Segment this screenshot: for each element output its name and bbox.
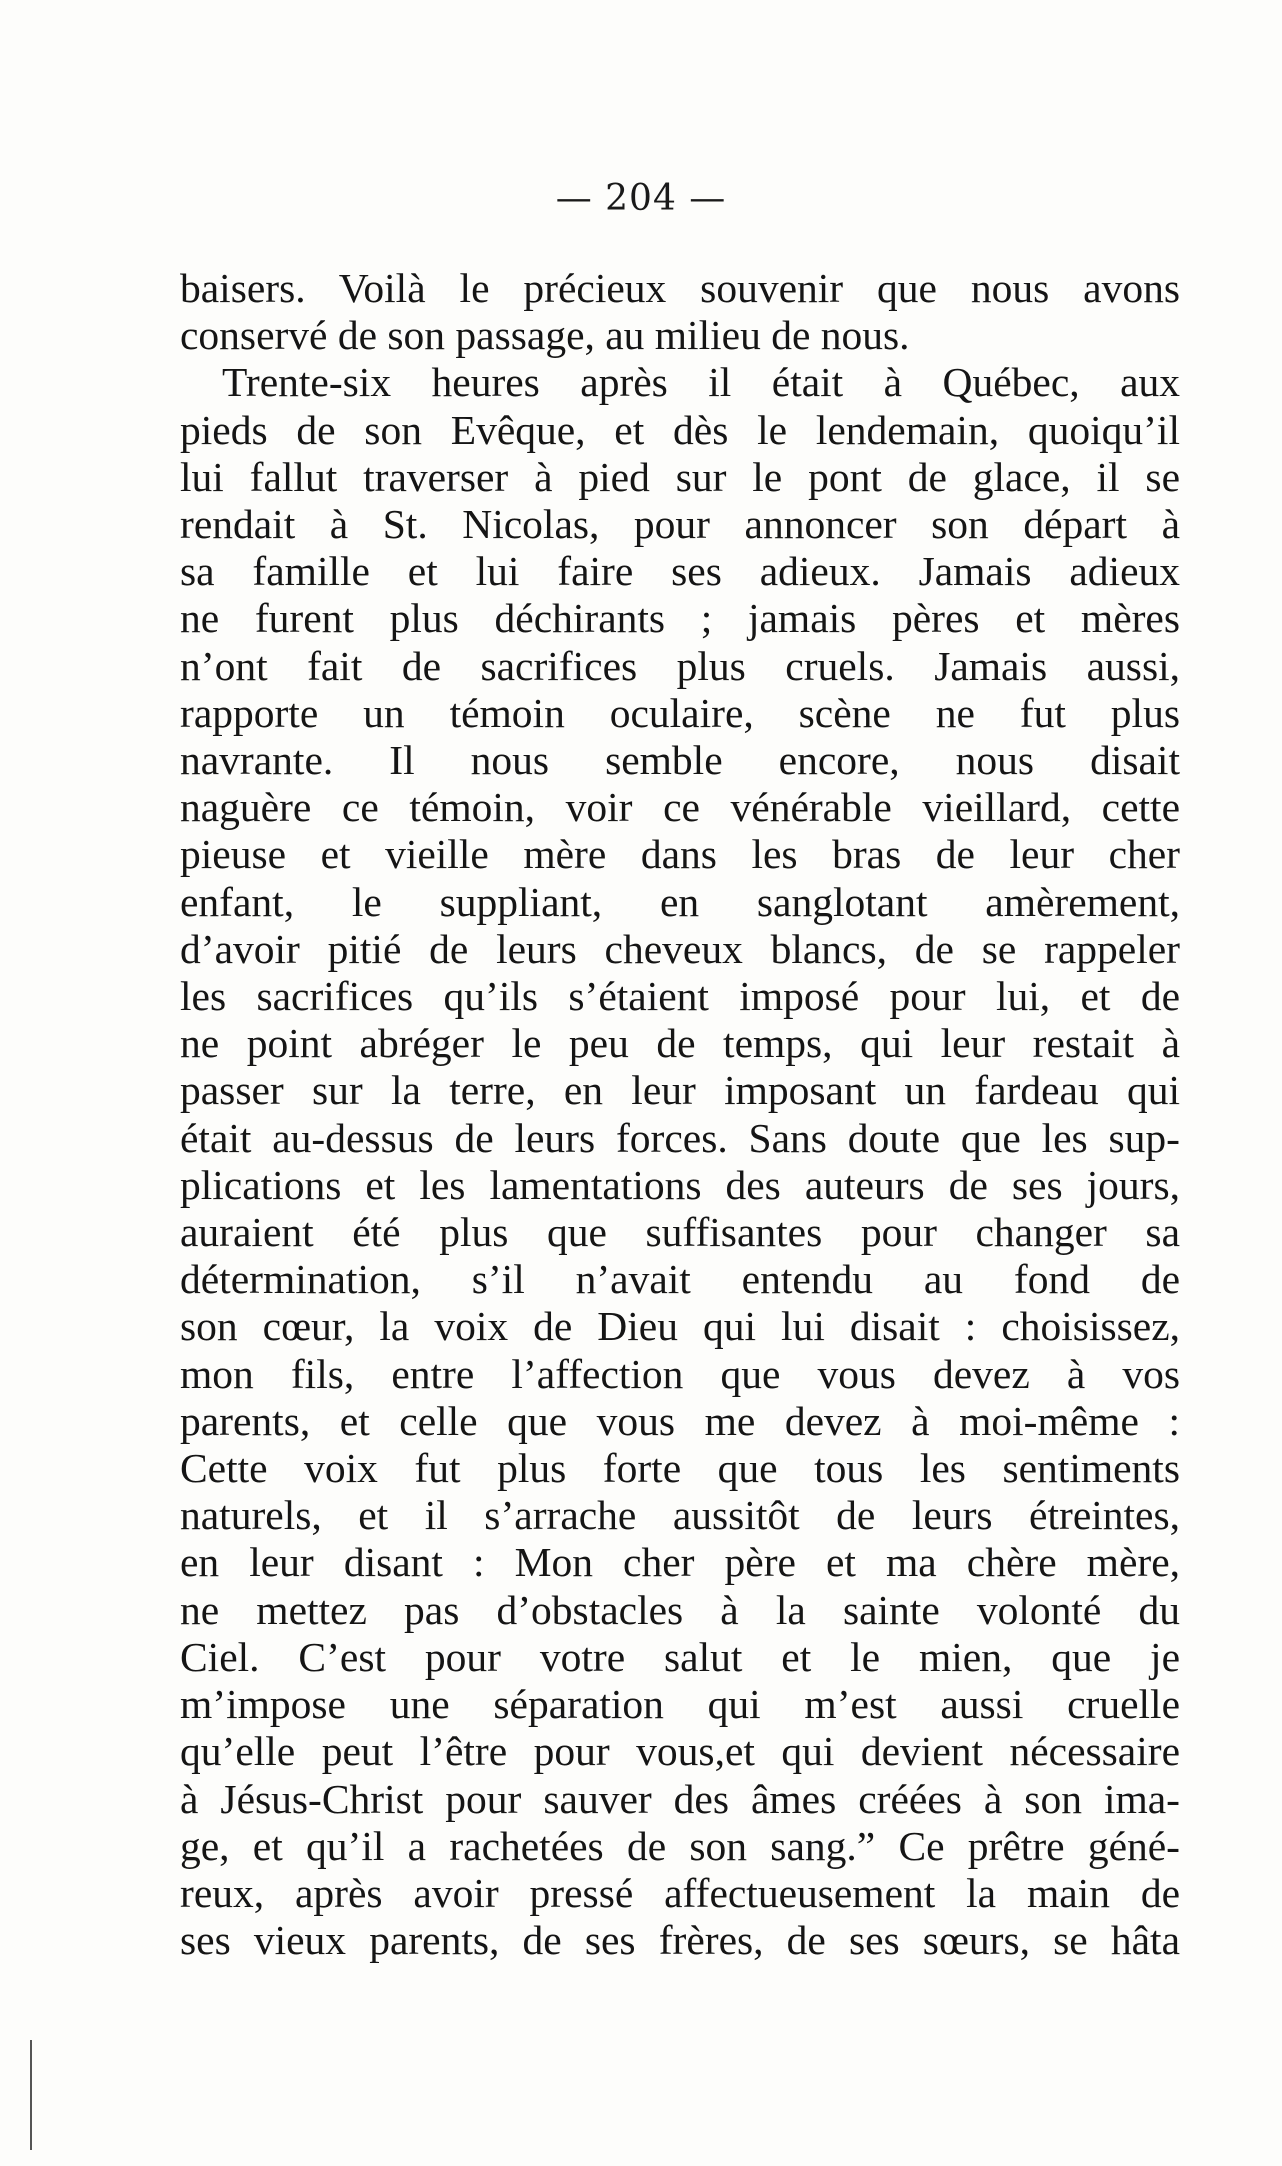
text-line: navrante. Il nous semble encore, nous disait bbox=[180, 737, 1180, 784]
text-line: lui fallut traverser à pied sur le pont de glace, il se bbox=[180, 453, 1180, 500]
text-line: sa famille et lui faire ses adieux. Jamais adieux bbox=[180, 548, 1180, 595]
text-line: rapporte un témoin oculaire, scène ne fut plus bbox=[180, 689, 1180, 736]
text-line: passer sur la terre, en leur imposant un fardeau qui bbox=[180, 1067, 1180, 1114]
text-line: d’avoir pitié de leurs cheveux blancs, de se rappeler bbox=[180, 925, 1180, 972]
text-line: était au-dessus de leurs forces. Sans doute que les sup- bbox=[180, 1114, 1180, 1161]
text-line: Trente-six heures après il était à Québec, aux bbox=[222, 359, 1180, 406]
text-line: ne mettez pas d’obstacles à la sainte volonté du bbox=[180, 1586, 1180, 1633]
text-line: m’impose une séparation qui m’est aussi cruelle bbox=[180, 1681, 1180, 1728]
text-line: à Jésus-Christ pour sauver des âmes créées à son ima- bbox=[180, 1775, 1180, 1822]
text-line: enfant, le suppliant, en sanglotant amèrement, bbox=[180, 878, 1180, 925]
text-line: Ciel. C’est pour votre salut et le mien, que je bbox=[180, 1633, 1180, 1680]
text-line: ne point abréger le peu de temps, qui leur restait à bbox=[180, 1020, 1180, 1067]
text-line: en leur disant : Mon cher père et ma chère mère, bbox=[180, 1539, 1180, 1586]
text-line: ne furent plus déchirants ; jamais pères et mères bbox=[180, 595, 1180, 642]
text-line: ses vieux parents, de ses frères, de ses sœurs, se hâta bbox=[180, 1917, 1180, 1964]
text-line: auraient été plus que suffisantes pour changer sa bbox=[180, 1209, 1180, 1256]
text-line: détermination, s’il n’avait entendu au fond de bbox=[180, 1256, 1180, 1303]
body-text bbox=[180, 265, 1180, 1964]
page-number: — 204 — bbox=[555, 178, 727, 219]
text-line: naturels, et il s’arrache aussitôt de leurs étreintes, bbox=[180, 1492, 1180, 1539]
text-line: mon fils, entre l’affection que vous devez à vos bbox=[180, 1350, 1180, 1397]
margin-rule bbox=[30, 2040, 32, 2150]
text-line: pieuse et vieille mère dans les bras de leur cher bbox=[180, 831, 1180, 878]
text-line: qu’elle peut l’être pour vous,et qui devient nécessaire bbox=[180, 1728, 1180, 1775]
text-line: conservé de son passage, au milieu de nous. bbox=[180, 312, 910, 359]
text-line: baisers. Voilà le précieux souvenir que nous avons bbox=[180, 265, 1180, 311]
text-line: reux, après avoir pressé affectueusement la main de bbox=[180, 1869, 1180, 1916]
text-line: les sacrifices qu’ils s’étaient imposé pour lui, et de bbox=[180, 973, 1180, 1020]
text-line: naguère ce témoin, voir ce vénérable vieillard, cette bbox=[180, 784, 1180, 831]
text-line: n’ont fait de sacrifices plus cruels. Jamais aussi, bbox=[180, 642, 1180, 689]
text-line: pieds de son Evêque, et dès le lendemain, quoiqu’il bbox=[180, 406, 1180, 453]
text-line: parents, et celle que vous me devez à moi-même : bbox=[180, 1397, 1180, 1444]
text-line: Cette voix fut plus forte que tous les sentiments bbox=[180, 1445, 1180, 1492]
text-line: rendait à St. Nicolas, pour annoncer son départ à bbox=[180, 501, 1180, 548]
text-line: son cœur, la voix de Dieu qui lui disait : choisissez, bbox=[180, 1303, 1180, 1350]
text-line: ge, et qu’il a rachetées de son sang.” Ce prêtre géné- bbox=[180, 1822, 1180, 1869]
text-line: plications et les lamentations des auteurs de ses jours, bbox=[180, 1161, 1180, 1208]
